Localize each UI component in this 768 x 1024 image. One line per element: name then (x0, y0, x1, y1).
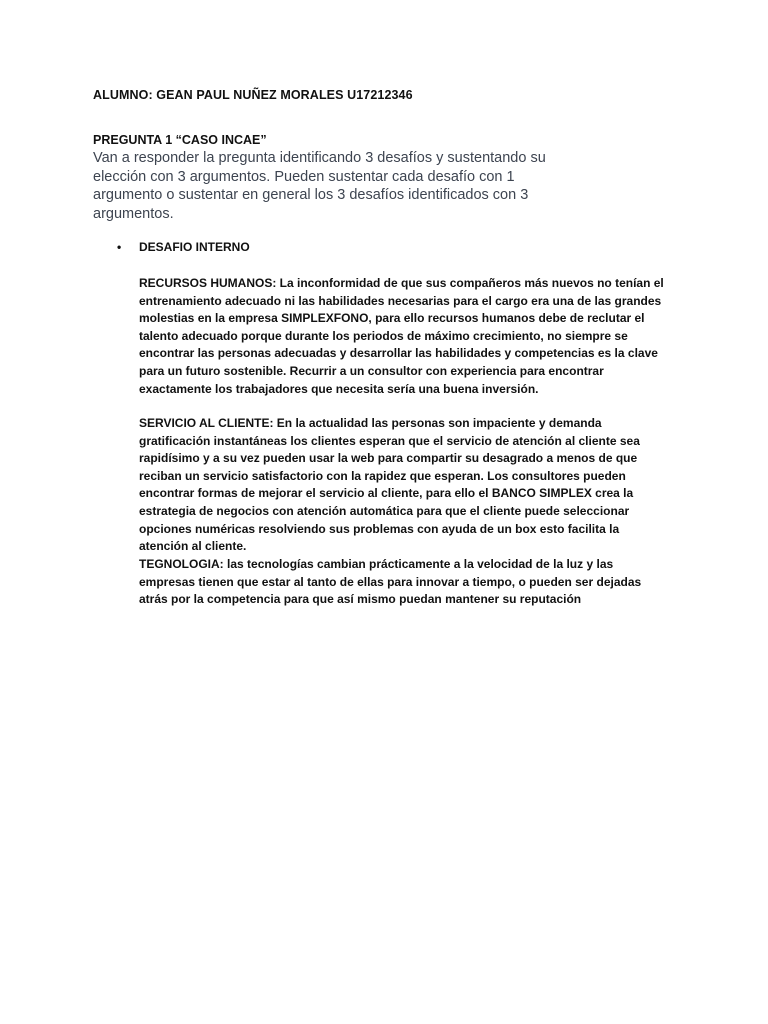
question-instructions: Van a responder la pregunta identificando 3 desafíos y sustentando su elección con 3 argumentos. Pueden sustentar cada desafío con 1 argumento o sustentar en general los 3 desafíos identificados con 3 argumentos. (93, 150, 546, 222)
paragraph-body: La inconformidad de que sus compañeros más nuevos no tenían el entrenamiento adecuado ni las habilidades necesarias para el cargo era una de las grandes molestias en la empresa SIMPLEXFONO, para ello recursos humanos debe de reclutar el talento adecuado porque durante los periodos de máximo crecimiento, no siempre se encontrar las personas adecuadas y desarrollar las habilidades y competencias es la clave para un futuro sostenible. Recurrir a un consultor con experiencia para encontrar exactamente los trabajadores que necesita sería una buena inversión. (139, 276, 664, 396)
question-title: PREGUNTA 1 “CASO INCAE” (93, 133, 267, 147)
section-heading-row (117, 240, 250, 254)
bullet-icon: • (117, 240, 122, 254)
section-heading: DESAFIO INTERNO (139, 240, 250, 254)
paragraph-recursos-humanos (139, 275, 669, 398)
paragraph-tecnologia (139, 556, 669, 609)
paragraph-lead: TEGNOLOGIA: (139, 557, 224, 571)
student-line: ALUMNO: GEAN PAUL NUÑEZ MORALES U17212346 (93, 88, 413, 102)
paragraph-lead: RECURSOS HUMANOS: (139, 276, 277, 290)
paragraph-servicio-cliente (139, 415, 669, 556)
paragraph-body: En la actualidad las personas son impaciente y demanda gratificación instantáneas los clientes esperan que el servicio de atención al cliente sea rapidísimo y a su vez pueden usar la web para compartir su desagrado a menos de que reciban un servicio satisfactorio con la rapidez que esperan. Los consultores pueden encontrar formas de mejorar el servicio al cliente, para ello el BANCO SIMPLEX crea la estrategia de negocios con atención automática para que el cliente puede seleccionar opciones numéricas resolviendo sus problemas con ayuda de un box esto facilita la atención al cliente. (139, 416, 640, 554)
paragraph-body: las tecnologías cambian prácticamente a la velocidad de la luz y las empresas tienen que estar al tanto de ellas para innovar a tiempo, o pueden ser dejadas atrás por la competencia para que así mismo puedan mantener su reputación (139, 557, 642, 607)
paragraph-lead: SERVICIO AL CLIENTE: (139, 416, 274, 430)
